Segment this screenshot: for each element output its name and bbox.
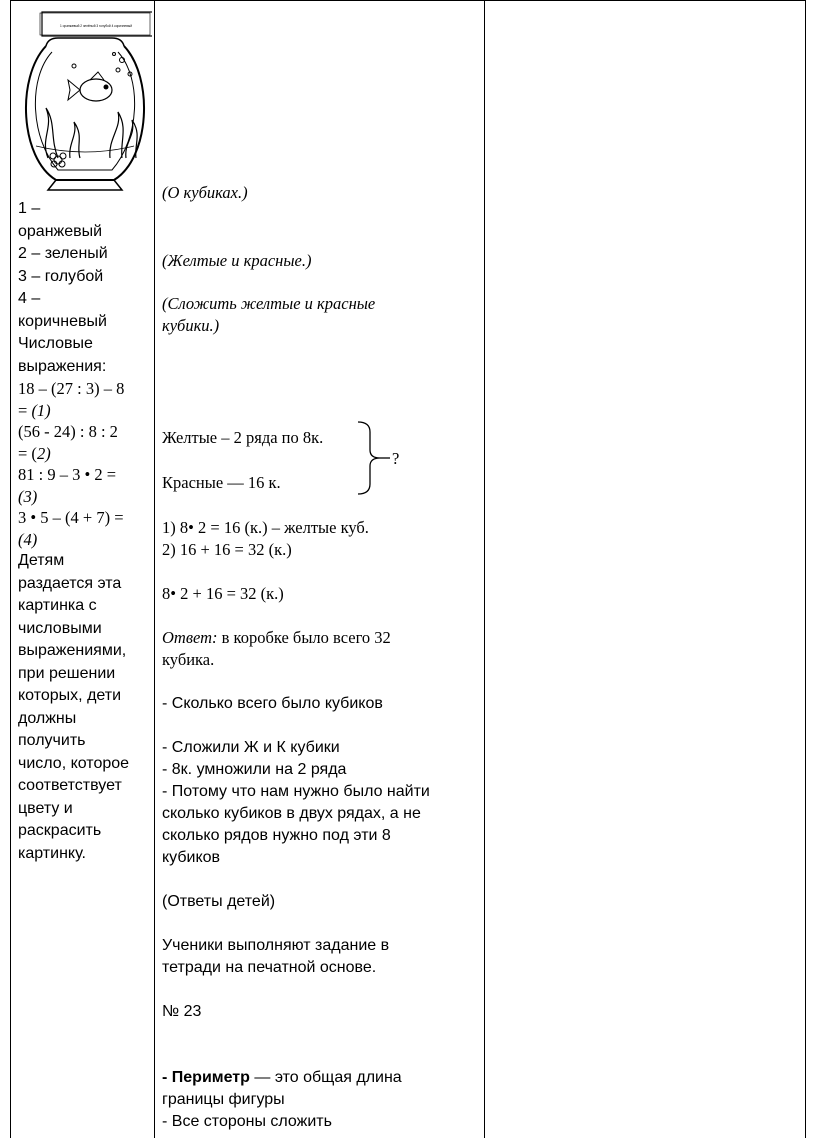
red-line: Красные — 16 к. xyxy=(162,473,281,492)
table-border-top xyxy=(10,0,806,1)
color-line: оранжевый xyxy=(18,222,103,240)
description: Детям раздается эта картинка с числовыми выражениями, при решении которых, дети должны получить число, которое соответствует цвету и раскрасить картинку. xyxy=(18,552,130,862)
color-legend xyxy=(18,198,148,378)
table-divider-2 xyxy=(484,0,485,1138)
expressions-title: Числовые выражения: xyxy=(18,335,107,375)
expression-3: 81 : 9 – 3 • 2 = xyxy=(18,465,117,484)
table-divider-1 xyxy=(154,0,155,1138)
answer: Ответ: в коробке было всего 32 кубика. xyxy=(162,628,391,669)
color-line: 1 – xyxy=(18,200,41,217)
left-column xyxy=(18,198,148,865)
expression-1: 18 – (27 : 3) – 8 xyxy=(18,379,125,398)
curly-brace-icon xyxy=(356,420,392,496)
answer-add: (Сложить желтые и красные кубики.) xyxy=(162,294,376,335)
color-line: коричневый xyxy=(18,312,107,330)
expression-4: 3 • 5 – (4 + 7) = xyxy=(18,508,124,527)
question-mark: ? xyxy=(392,449,400,468)
perimeter-term: - Периметр xyxy=(162,1069,250,1086)
table-border-left xyxy=(10,0,11,1138)
discussion: - Сколько всего было кубиков - Сложили Ж и К кубики - 8к. умножили на 2 ряда - Потому что нам нужно было найти сколько кубиков в двух рядах, а не сколько рядов нужно под эти 8 кубиков (Ответы детей) Ученики выполняют задание в тетради на печатной основе. № 23 - Периметр — это общая длина границы фигуры - Все стороны сложить xyxy=(162,695,430,1130)
fishbowl-illustration xyxy=(18,8,152,194)
color-line: 4 – xyxy=(18,290,41,307)
answer-label: Ответ: xyxy=(162,628,218,647)
bowl-caption: 1 оранжевый 2 зелёный 3 голубой 4 коричневый xyxy=(60,24,132,28)
color-line: 2 – зеленый xyxy=(18,245,108,262)
expressions: 18 – (27 : 3) – 8 = (1) (56 - 24) : 8 : 2 = (2) 81 : 9 – 3 • 2 = (3) 3 • 5 – (4 + 7) = (4) xyxy=(18,378,148,550)
yellow-line: Желтые – 2 ряда по 8к. xyxy=(162,428,324,447)
answer-colors: (Желтые и красные.) xyxy=(162,251,312,270)
solution-expression: 8• 2 + 16 = 32 (к.) xyxy=(162,584,284,603)
expression-2: (56 - 24) : 8 : 2 xyxy=(18,422,118,441)
solution-steps: 1) 8• 2 = 16 (к.) – желтые куб. 2) 16 + 16 = 32 (к.) xyxy=(162,518,369,559)
color-line: 3 – голубой xyxy=(18,267,104,285)
answer-about-cubes: (О кубиках.) xyxy=(162,183,248,202)
table-border-right xyxy=(805,0,806,1138)
